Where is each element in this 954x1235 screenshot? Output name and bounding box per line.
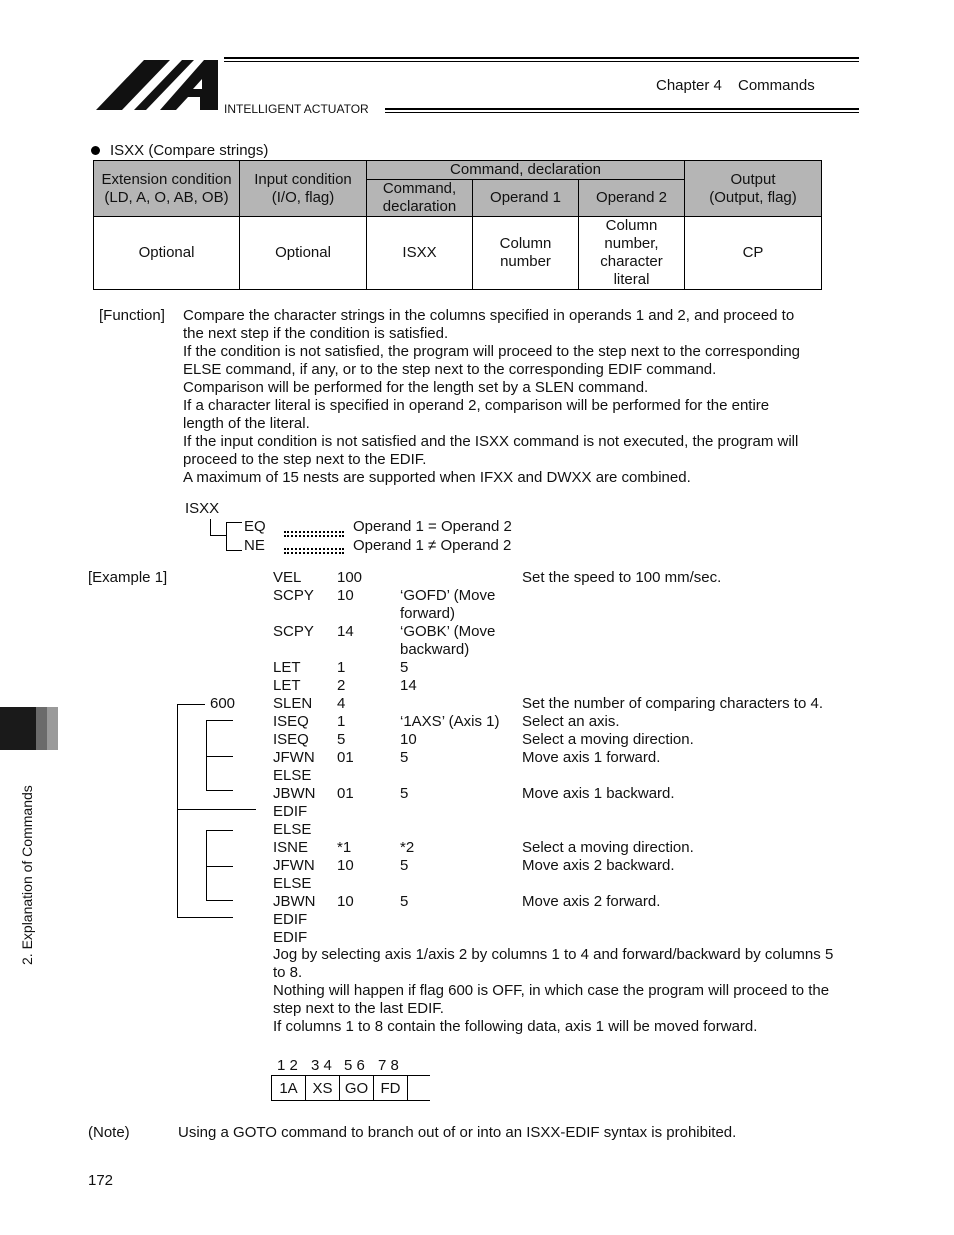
cell-command: ISXX (367, 217, 473, 290)
header-output-label: Output (730, 170, 776, 188)
nest-bracket (177, 704, 205, 705)
example-operand-1: 10 (337, 893, 354, 910)
syntax-branch-line (226, 522, 242, 523)
example-command: ELSE (273, 767, 312, 784)
example-operand-2: 14 (400, 677, 417, 694)
chapter-tab-marker (0, 707, 36, 750)
brand-name: INTELLIGENT ACTUATOR (224, 102, 369, 116)
header-command-group: Command, declaration (367, 161, 685, 180)
chapter-label: Chapter 4 (656, 77, 722, 94)
chapter-tab-marker (47, 707, 58, 750)
chapter-tab-marker (36, 707, 47, 750)
example-comment: Set the number of comparing characters to 4. (522, 695, 823, 712)
function-text (183, 307, 843, 487)
chapter-title: Commands (738, 77, 815, 94)
syntax-ne-desc: Operand 1 ≠ Operand 2 (353, 537, 512, 554)
nest-bracket (206, 790, 233, 791)
example-command: SCPY (273, 623, 314, 640)
function-line: length of the literal. (183, 415, 310, 432)
example-operand-1: 5 (337, 731, 346, 748)
example-operand-1: 10 (337, 587, 354, 604)
example-command: ISEQ (273, 731, 309, 748)
example-operand-2: ‘GOFD’ (Move (400, 587, 496, 604)
example-command: JBWN (273, 785, 316, 802)
example-command: SLEN (273, 695, 313, 712)
function-label: [Function] (99, 307, 165, 324)
column-cell: GO (340, 1076, 374, 1101)
example-comment: Move axis 2 forward. (522, 893, 661, 910)
function-line: the next step if the condition is satisfied. (183, 325, 449, 342)
example-note-line: If columns 1 to 8 contain the following data, axis 1 will be moved forward. (273, 1018, 758, 1035)
example-comment: Move axis 2 backward. (522, 857, 675, 874)
example-comment: Select a moving direction. (522, 731, 694, 748)
header-input-condition (240, 161, 367, 217)
nest-bracket (206, 720, 233, 721)
example-operand-2: 5 (400, 893, 409, 910)
example-command: EDIF (273, 911, 308, 928)
example-operand-1: 01 (337, 749, 354, 766)
syntax-branch-line (226, 522, 227, 536)
example-command: LET (273, 659, 301, 676)
example-operand-2: *2 (400, 839, 415, 856)
header-input-label: Input condition (254, 170, 352, 188)
syntax-branch-line (226, 550, 242, 551)
column-cell: 1A (272, 1076, 306, 1101)
header-output-sub: (Output, flag) (709, 188, 797, 206)
example-label: [Example 1] (88, 569, 168, 586)
function-line: Compare the character strings in the columns specified in operands 1 and 2, and proceed to (183, 307, 795, 324)
operand-1-line: Column (499, 235, 552, 252)
example-command: LET (273, 677, 301, 694)
syntax-leader-dots (284, 531, 344, 537)
example-operand-2: 5 (400, 659, 409, 676)
operand-2-line: number, (604, 235, 659, 252)
column-cell (408, 1076, 431, 1101)
column-header: 1 2 (277, 1057, 298, 1074)
column-header: 3 4 (311, 1057, 332, 1074)
nest-bracket (177, 704, 178, 918)
example-operand-1: 14 (337, 623, 354, 640)
header-extension-sub: (LD, A, O, AB, OB) (104, 188, 229, 206)
header-extension-condition (94, 161, 240, 217)
operand-1-line: number (500, 253, 551, 270)
sidebar-text-holder (19, 785, 35, 966)
header-operand-2: Operand 2 (579, 180, 685, 217)
bullet-icon (91, 146, 100, 155)
syntax-branch-line (226, 536, 227, 550)
header-rule-top-thin (224, 61, 859, 62)
example-operand-1: 4 (337, 695, 346, 712)
section-title: ISXX (Compare strings) (110, 142, 269, 159)
example-operand-2: 5 (400, 785, 409, 802)
note-label: (Note) (88, 1124, 130, 1141)
example-operand-2: 5 (400, 857, 409, 874)
example-note-line: Nothing will happen if flag 600 is OFF, in which case the program will proceed to the (273, 982, 830, 999)
example-command: ELSE (273, 875, 312, 892)
operand-2-line: character (600, 253, 663, 270)
function-line: A maximum of 15 nests are supported when IFXX and DWXX are combined. (183, 469, 691, 486)
column-data-table (271, 1075, 430, 1101)
syntax-leader-dots (284, 548, 344, 554)
header-rule-top (224, 57, 859, 59)
operand-2-line: literal (613, 271, 650, 288)
cell-operand-2 (579, 217, 685, 290)
example-comment: Move axis 1 forward. (522, 749, 661, 766)
example-command: EDIF (273, 803, 308, 820)
example-note-line: to 8. (273, 964, 303, 981)
example-operand-1: 2 (337, 677, 346, 694)
example-command: EDIF (273, 929, 308, 946)
example-comment: Move axis 1 backward. (522, 785, 675, 802)
cell-input: Optional (240, 217, 367, 290)
example-operand-1: 1 (337, 659, 346, 676)
nest-bracket (206, 866, 233, 867)
function-line: Comparison will be performed for the length set by a SLEN command. (183, 379, 649, 396)
nest-bracket (206, 756, 233, 757)
example-command: ISNE (273, 839, 309, 856)
column-header: 5 6 (344, 1057, 365, 1074)
example-notes (273, 946, 833, 1036)
example-operand-1: 01 (337, 785, 354, 802)
example-comment: Set the speed to 100 mm/sec. (522, 569, 722, 586)
example-operand-1: 10 (337, 857, 354, 874)
example-flag: 600 (210, 695, 236, 712)
example-operand-2: 10 (400, 731, 417, 748)
example-operand-2: backward) (400, 641, 470, 658)
cell-operand-1 (473, 217, 579, 290)
function-line: proceed to the step next to the EDIF. (183, 451, 427, 468)
note-text: Using a GOTO command to branch out of or into an ISXX-EDIF syntax is prohibited. (178, 1124, 737, 1141)
syntax-ne: NE (244, 537, 265, 554)
iai-logo (96, 57, 220, 111)
header-input-sub: (I/O, flag) (271, 188, 335, 206)
header-output (685, 161, 822, 217)
function-line: If a character literal is specified in operand 2, comparison will be performed for the entire (183, 397, 770, 414)
cell-output: CP (685, 217, 822, 290)
header-rule-bottom-thin (385, 112, 859, 113)
example-command: ISEQ (273, 713, 309, 730)
example-comment: Select a moving direction. (522, 839, 694, 856)
nest-bracket (206, 900, 233, 901)
syntax-eq: EQ (244, 518, 266, 535)
function-line: ELSE command, if any, or to the step next to the corresponding EDIF command. (183, 361, 717, 378)
syntax-eq-desc: Operand 1 = Operand 2 (353, 518, 512, 535)
example-operand-1: *1 (337, 839, 352, 856)
column-header: 7 8 (378, 1057, 399, 1074)
example-operand-2: 5 (400, 749, 409, 766)
page-number: 172 (88, 1172, 114, 1189)
example-command: ELSE (273, 821, 312, 838)
nest-bracket (177, 809, 256, 810)
example-command: JBWN (273, 893, 316, 910)
example-operand-2: ‘GOBK’ (Move (400, 623, 496, 640)
nest-bracket (206, 830, 233, 831)
function-line: If the condition is not satisfied, the program will proceed to the step next to the corresponding (183, 343, 801, 360)
nest-bracket (206, 830, 207, 900)
example-command: SCPY (273, 587, 314, 604)
function-line: If the input condition is not satisfied and the ISXX command is not executed, the program will (183, 433, 799, 450)
example-command: JFWN (273, 857, 315, 874)
column-cell: XS (306, 1076, 340, 1101)
example-operand-1: 1 (337, 713, 346, 730)
example-note-line: step next to the last EDIF. (273, 1000, 444, 1017)
header-command-label: Command, (382, 180, 457, 197)
syntax-branch-line (210, 519, 211, 535)
sidebar-chapter-text: 2. Explanation of Commands (19, 785, 35, 965)
example-command: VEL (273, 569, 302, 586)
header-operand-1: Operand 1 (473, 180, 579, 217)
example-command: JFWN (273, 749, 315, 766)
example-operand-2: ‘1AXS’ (Axis 1) (400, 713, 500, 730)
column-cell: FD (374, 1076, 408, 1101)
header-rule-bottom (385, 108, 859, 110)
example-comment: Select an axis. (522, 713, 620, 730)
cell-extension: Optional (94, 217, 240, 290)
nest-bracket (177, 917, 233, 918)
syntax-branch-line (210, 535, 226, 536)
header-command-sub: declaration (382, 198, 457, 215)
example-note-line: Jog by selecting axis 1/axis 2 by columns 1 to 4 and forward/backward by columns 5 (273, 946, 834, 963)
example-operand-1: 100 (337, 569, 363, 586)
syntax-root: ISXX (185, 500, 220, 517)
nest-bracket (206, 720, 207, 790)
example-operand-2: forward) (400, 605, 456, 622)
spec-table (93, 160, 822, 290)
header-command (367, 180, 473, 217)
header-extension-label: Extension condition (101, 170, 232, 188)
operand-2-line: Column (605, 217, 658, 234)
